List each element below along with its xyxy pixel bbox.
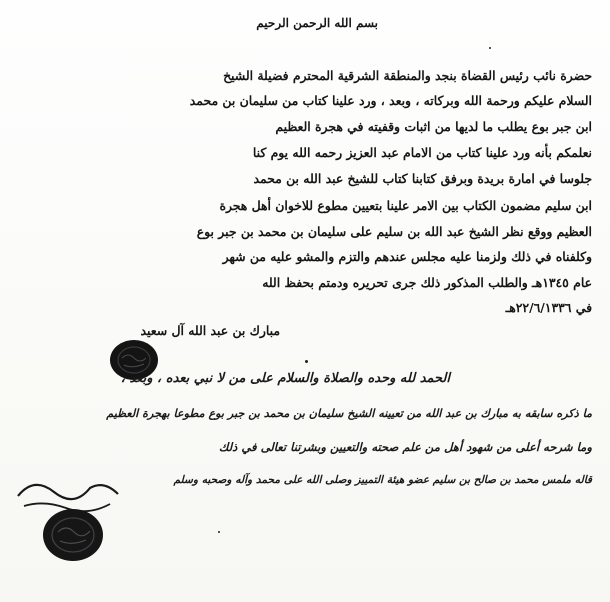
letter-line: ابن جبر بوع يطلب ما لديها من اثبات وقفيته في هجرة العظيم — [275, 119, 592, 134]
signature-name: مبارك بن عبد الله آل سعيد — [140, 323, 280, 338]
annotation-line: قاله ملمس محمد بن صالح بن سليم عضو هيئة التمييز وصلى الله على محمد وآله وصحبه وسلم — [173, 474, 592, 486]
letter-line: السلام عليكم ورحمة الله وبركاته ، وبعد ، ورد علينا كتاب من سليمان بن محمد — [189, 93, 592, 108]
ink-seal-stamp — [40, 506, 106, 564]
letter-line: نعلمكم بأنه ورد علينا كتاب من الامام عبد العزيز رحمه الله يوم كنا — [252, 145, 592, 160]
letter-date: في ٢٢/٦/١٣٣٦هـ — [505, 300, 592, 315]
annotation-line: الحمد لله وحده والصلاة والسلام على من لا نبي بعده ، وبعد ، — [120, 371, 450, 386]
annotation-line: وما شرحه أعلى من شهود أهل من علم صحته والتعيين وبشرتنا تعالى في ذلك — [218, 440, 592, 454]
ink-speck — [489, 47, 491, 49]
letter-line: ابن سليم مضمون الكتاب بين الامر علينا بتعيين مطوع للاخوان أهل هجرة — [219, 198, 592, 213]
annotation-line: ما ذكره سابقه به مبارك بن عبد الله من تعيينه الشيخ سليمان بن محمد بن جبر بوع مطوعا بهجرة العظيم — [106, 407, 592, 420]
basmala: بسم الله الرحمن الرحيم — [256, 16, 378, 30]
letter-line: حضرة نائب رئيس القضاة بنجد والمنطقة الشرقية المحترم فضيلة الشيخ — [223, 68, 592, 83]
letter-line: عام ١٣٤٥هـ والطلب المذكور ذلك جرى تحريره ودمتم بحفظ الله — [262, 275, 592, 290]
letter-line: وكلفناه في ذلك ولزمنا عليه مجلس عندهم والتزم والمشو عليه من شهر — [222, 249, 592, 264]
ink-speck — [218, 531, 220, 533]
letter-line: جلوسا في امارة بريدة وبرفق كتابنا كتاب للشيخ عبد الله بن محمد — [253, 171, 592, 186]
letter-line: العظيم ووقع نظر الشيخ عبد الله بن سليم على سليمان بن محمد بن جبر بوع — [196, 224, 592, 239]
ink-speck — [305, 360, 308, 363]
